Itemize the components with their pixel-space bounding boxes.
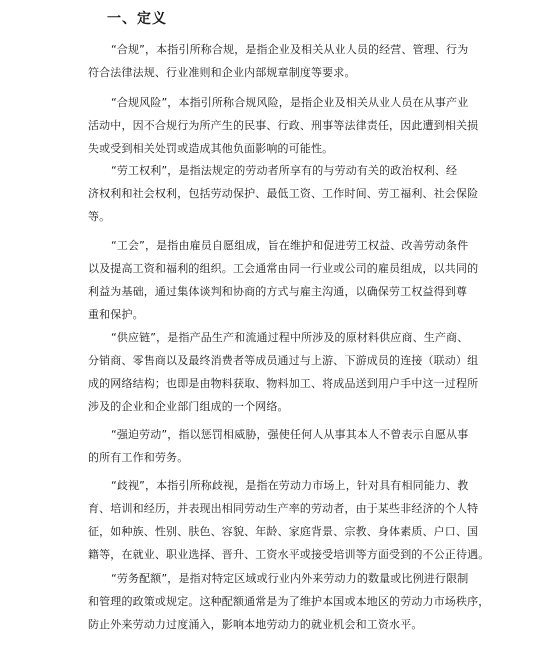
text-line: 防止外来劳动力过度涌入，影响本地劳动力的就业机会和工资水平。 — [88, 618, 423, 631]
definition-discrimination — [88, 474, 500, 566]
text-line: 的所有工作和劳务。 — [88, 451, 189, 464]
text-line: 利益为基础，通过集体谈判和协商的方式与雇主沟通，以确保劳工权益得到尊 — [88, 285, 468, 298]
text-line: 重和保护。 — [88, 308, 144, 321]
definition-compliance-risk — [88, 91, 500, 160]
text-line: “歧视”，本指引所称歧视，是指在劳动力市场上，针对具有相同能力、教 — [111, 479, 469, 492]
definition-supply-chain — [88, 326, 500, 418]
text-line: 籍等，在就业、职业选择、晋升、工资水平或接受培训等方面受到的不公正待遇。 — [88, 548, 490, 561]
text-line: “劳工权利”，是指法规定的劳动者所享有的与劳动有关的政治权利、经 — [111, 164, 458, 177]
text-line: “合规风险”，本指引所称合规风险，是指企业及相关从业人员在从事产业 — [111, 96, 469, 109]
text-line: 失或受到相关处罚或造成其他负面影响的可能性。 — [88, 142, 334, 155]
text-line: 等。 — [88, 210, 111, 223]
definition-compliance — [88, 38, 500, 84]
text-line: “工会”，是指由雇员自愿组成，旨在维护和促进劳工权益、改善劳动条件 — [111, 239, 469, 252]
text-line: “劳务配额”，是指对特定区域或行业内外来劳动力的数量或比例进行限制 — [111, 572, 469, 585]
text-line: 和管理的政策或规定。这种配额通常是为了维护本国或本地区的劳动力市场秩序， — [88, 595, 490, 608]
definition-trade-union — [88, 234, 500, 326]
text-line: 征，如种族、性别、肤色、容貌、年龄、家庭背景、宗教、身体素质、户口、国 — [88, 525, 479, 538]
text-line: “强迫劳动”，指以惩罚相威胁，强使任何人从事其本人不曾表示自愿从事 — [111, 428, 469, 441]
text-line: 育、培训和经历，并表现出相同劳动生产率的劳动者，由于某些非经济的个人特 — [88, 502, 479, 515]
text-line: 涉及的企业和企业部门组成的一个网络。 — [88, 400, 289, 413]
text-line: 成的网络结构；也即是由物料获取、物料加工、将成品送到用户手中这一过程所 — [88, 377, 479, 390]
text-line: 以及提高工资和福利的组织。工会通常由同一行业或公司的雇员组成，以共同的 — [88, 262, 479, 275]
text-line: “合规”，本指引所称合规，是指企业及相关从业人员的经营、管理、行为 — [111, 43, 469, 56]
definition-labor-quota — [88, 567, 500, 636]
definition-forced-labor — [88, 423, 500, 469]
section-heading: 一、定义 — [107, 11, 167, 27]
text-line: “供应链”，是指产品生产和流通过程中所涉及的原材料供应商、生产商、 — [111, 331, 469, 344]
text-line: 分销商、零售商以及最终消费者等成员通过与上游、下游成员的连接（联动）组 — [88, 354, 479, 367]
text-line: 符合法律法规、行业准则和企业内部规章制度等要求。 — [88, 66, 356, 79]
definition-labor-rights — [88, 159, 500, 228]
text-line: 活动中，因不合规行为所产生的民事、行政、刑事等法律责任，因此遭到相关损 — [88, 119, 479, 132]
text-line: 济权利和社会权利，包括劳动保护、最低工资、工作时间、劳工福利、社会保险 — [88, 187, 479, 200]
